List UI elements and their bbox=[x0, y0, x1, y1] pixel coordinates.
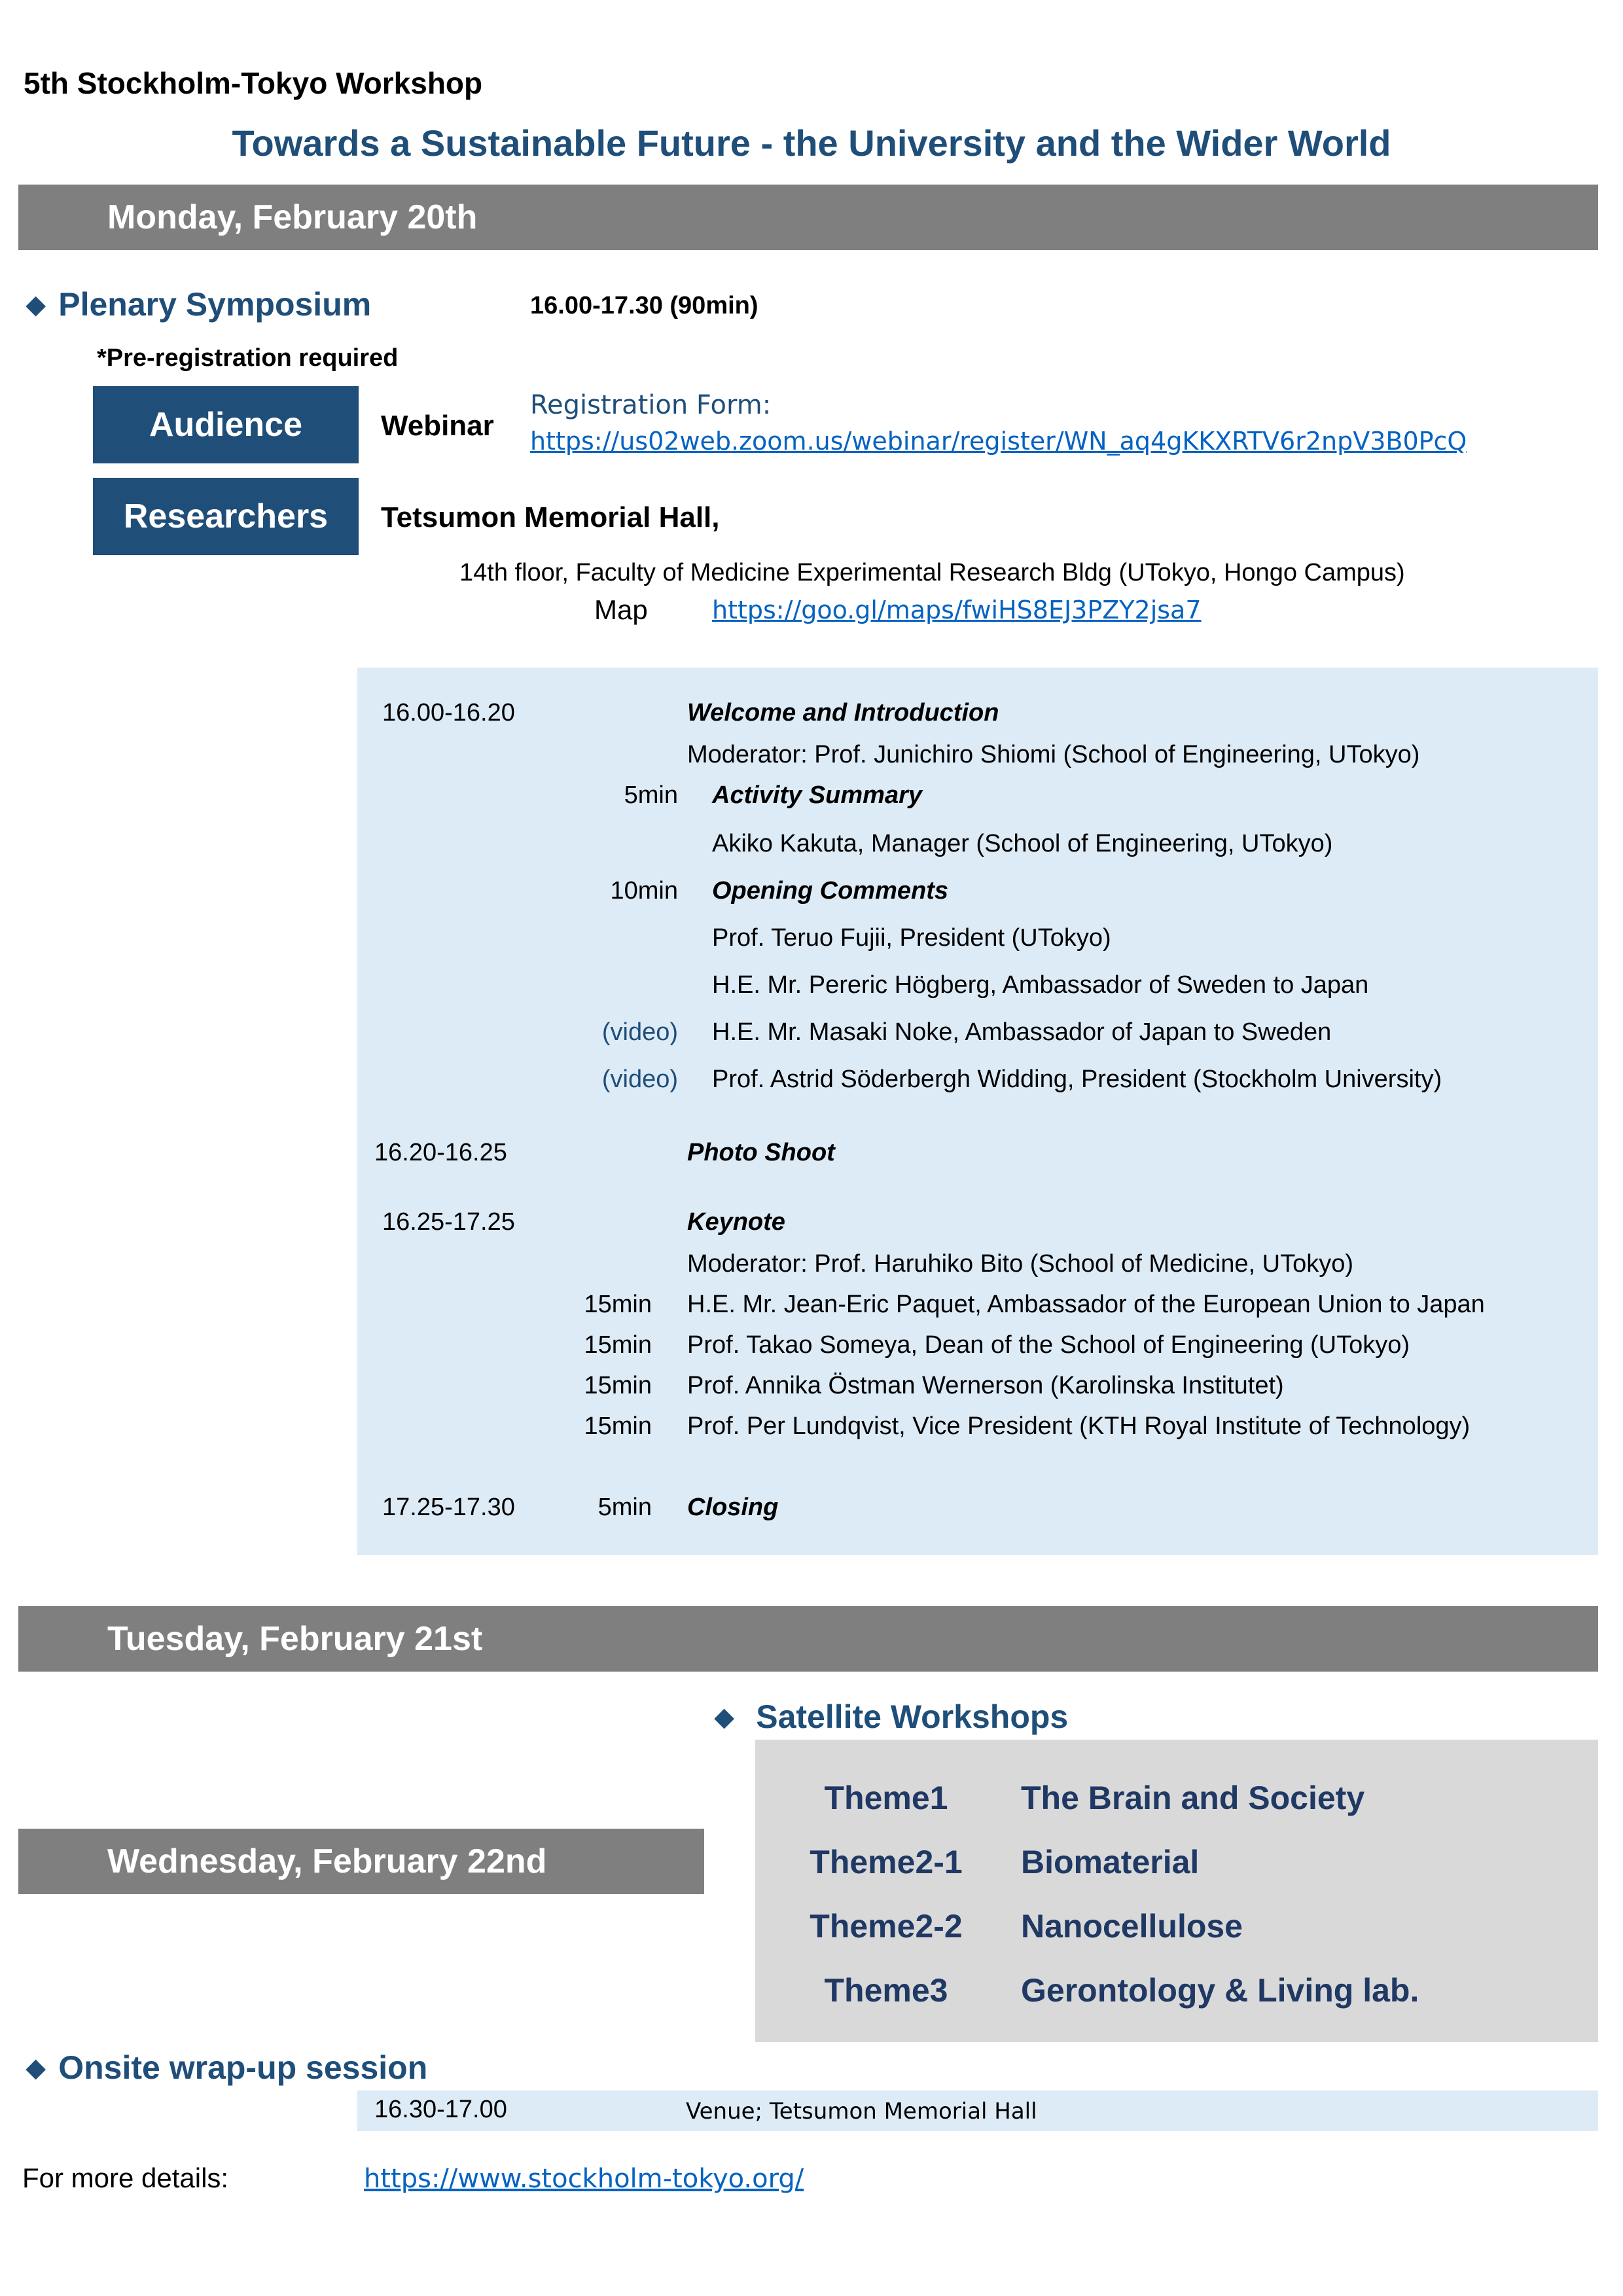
theme-name: Nanocellulose bbox=[1021, 1908, 1243, 1945]
activity-duration: 5min bbox=[624, 781, 678, 809]
preregistration-note: *Pre-registration required bbox=[97, 344, 399, 372]
keynote-speaker: Prof. Takao Someya, Dean of the School of Engineering (UTokyo) bbox=[687, 1331, 1410, 1359]
keynote-duration: 15min bbox=[584, 1331, 652, 1359]
map-link[interactable]: https://goo.gl/maps/fwiHS8EJ3PZY2jsa7 bbox=[712, 596, 1202, 624]
plenary-title bbox=[26, 285, 371, 323]
diamond-bullet-icon: ◆ bbox=[26, 291, 46, 319]
video-tag: (video) bbox=[601, 1066, 678, 1093]
opening-duration: 10min bbox=[610, 877, 678, 905]
wrapup-time: 16.30-17.00 bbox=[374, 2096, 507, 2123]
opening-title: Opening Comments bbox=[712, 877, 949, 905]
registration-form-label: Registration Form: bbox=[530, 390, 772, 420]
opening-speaker: Prof. Teruo Fujii, President (UTokyo) bbox=[712, 924, 1111, 952]
venue-name: Tetsumon Memorial Hall, bbox=[381, 501, 720, 533]
keynote-duration: 15min bbox=[584, 1291, 652, 1318]
researchers-label: Researchers bbox=[123, 497, 329, 535]
wrapup-venue: Venue; Tetsumon Memorial Hall bbox=[686, 2098, 1037, 2125]
welcome-time: 16.00-16.20 bbox=[382, 699, 515, 726]
closing-duration: 5min bbox=[597, 1494, 652, 1521]
wrapup-title-text: Onsite wrap-up session bbox=[58, 2049, 428, 2086]
keynote-speaker: H.E. Mr. Jean-Eric Paquet, Ambassador of the European Union to Japan bbox=[687, 1291, 1485, 1318]
theme-id: Theme2-1 bbox=[810, 1844, 963, 1880]
theme-id: Theme1 bbox=[824, 1780, 948, 1816]
closing-time: 17.25-17.30 bbox=[382, 1494, 515, 1521]
map-label: Map bbox=[594, 594, 648, 625]
keynote-title: Keynote bbox=[687, 1208, 785, 1236]
day-bar-wednesday bbox=[18, 1829, 704, 1894]
day-label: Monday, February 20th bbox=[107, 198, 478, 236]
footer-label: For more details: bbox=[22, 2162, 229, 2193]
closing-title: Closing bbox=[687, 1494, 779, 1521]
theme-name: Gerontology & Living lab. bbox=[1021, 1972, 1419, 2009]
audience-mode: Webinar bbox=[381, 410, 494, 442]
venue-detail: 14th floor, Faculty of Medicine Experimental Research Bldg (UTokyo, Hongo Campus) bbox=[459, 559, 1405, 586]
keynote-duration: 15min bbox=[584, 1372, 652, 1399]
page-title: Towards a Sustainable Future - the University and the Wider World bbox=[232, 122, 1391, 164]
opening-speaker: H.E. Mr. Masaki Noke, Ambassador of Japan to Sweden bbox=[712, 1018, 1332, 1046]
theme-name: The Brain and Society bbox=[1021, 1780, 1365, 1816]
plenary-time: 16.00-17.30 (90min) bbox=[530, 292, 758, 319]
welcome-moderator: Moderator: Prof. Junichiro Shiomi (School of Engineering, UTokyo) bbox=[687, 741, 1420, 768]
keynote-moderator: Moderator: Prof. Haruhiko Bito (School of Medicine, UTokyo) bbox=[687, 1250, 1353, 1278]
photo-title: Photo Shoot bbox=[687, 1139, 835, 1166]
day-label: Tuesday, February 21st bbox=[107, 1620, 483, 1658]
diamond-bullet-icon: ◆ bbox=[715, 1704, 734, 1731]
registration-form-link[interactable]: https://us02web.zoom.us/webinar/register/WN_aq4gKKXRTV6r2npV3B0PcQ bbox=[530, 427, 1467, 456]
welcome-title: Welcome and Introduction bbox=[687, 699, 999, 726]
activity-speaker: Akiko Kakuta, Manager (School of Engineering, UTokyo) bbox=[712, 830, 1333, 857]
workshop-label: 5th Stockholm-Tokyo Workshop bbox=[24, 66, 483, 100]
wrapup-title bbox=[26, 2049, 427, 2087]
diamond-bullet-icon: ◆ bbox=[26, 2054, 46, 2082]
keynote-time: 16.25-17.25 bbox=[382, 1208, 515, 1236]
theme-id: Theme3 bbox=[824, 1972, 948, 2009]
plenary-title-text: Plenary Symposium bbox=[58, 286, 372, 323]
photo-time: 16.20-16.25 bbox=[374, 1139, 507, 1166]
theme-id: Theme2-2 bbox=[810, 1908, 963, 1945]
satellite-title bbox=[715, 1698, 1068, 1736]
footer-link[interactable]: https://www.stockholm-tokyo.org/ bbox=[364, 2164, 804, 2194]
video-tag: (video) bbox=[601, 1018, 678, 1046]
satellite-title-text: Satellite Workshops bbox=[756, 1698, 1069, 1735]
opening-speaker: Prof. Astrid Söderbergh Widding, President (Stockholm University) bbox=[712, 1066, 1442, 1093]
audience-label: Audience bbox=[149, 406, 303, 444]
audience-badge bbox=[93, 386, 359, 463]
theme-name: Biomaterial bbox=[1021, 1844, 1200, 1880]
researchers-badge bbox=[93, 478, 359, 555]
keynote-duration: 15min bbox=[584, 1412, 652, 1440]
opening-speaker: H.E. Mr. Pereric Högberg, Ambassador of Sweden to Japan bbox=[712, 971, 1369, 999]
activity-title: Activity Summary bbox=[712, 781, 923, 809]
day-bar-tuesday bbox=[18, 1606, 1598, 1672]
keynote-speaker: Prof. Per Lundqvist, Vice President (KTH Royal Institute of Technology) bbox=[687, 1412, 1471, 1440]
keynote-speaker: Prof. Annika Östman Wernerson (Karolinska Institutet) bbox=[687, 1372, 1284, 1399]
day-bar-monday bbox=[18, 185, 1598, 250]
day-label: Wednesday, February 22nd bbox=[107, 1842, 547, 1880]
